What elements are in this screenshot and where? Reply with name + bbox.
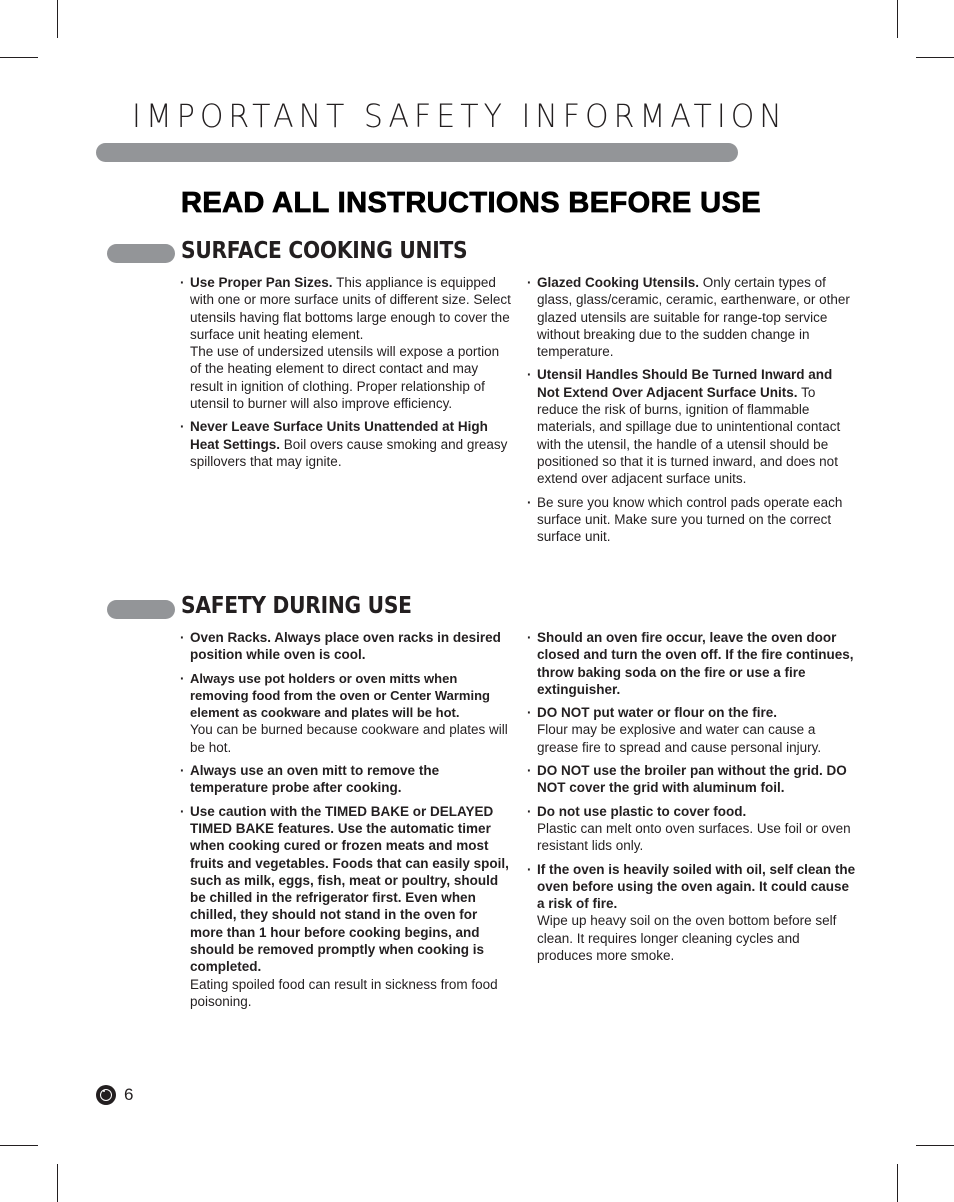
list-item [528,366,858,487]
list-item [181,762,513,797]
crop-mark [0,57,38,58]
crop-mark [0,1145,38,1146]
list-item [528,629,858,698]
list-item [528,704,858,756]
surface-right-column [528,274,858,551]
item-text: Be sure you know which control pads operate each surface unit. Make sure you turned on the correct surface unit. [537,494,843,545]
list-item [181,670,513,756]
list-item [181,803,513,1011]
list-item [181,418,513,470]
item-extra: Eating spoiled food can result in sickness from food poisoning. [190,976,498,1009]
item-text: Only certain types of glass, glass/ceramic, ceramic, earthenware, or other glazed utensils are suitable for range-top service without breaking due to the sudden change in temperature. [537,275,850,360]
item-extra: Plastic can melt onto oven surfaces. Use foil or oven resistant lids only. [537,820,851,854]
safety-right-column [528,629,858,970]
section-pill [107,244,175,263]
item-heading: Oven Racks. Always place oven racks in desired position while oven is cool. [190,630,501,663]
crop-mark [897,1164,898,1202]
list-item [528,803,858,855]
header-bar [96,143,738,162]
item-extra: Wipe up heavy soil on the oven bottom before self clean. It requires longer cleaning cycles and produces more smoke. [537,913,837,964]
crop-mark [897,0,898,38]
list-item [528,494,858,546]
section-title-surface-cooking: SURFACE COOKING UNITS [181,238,468,264]
item-extra: Flour may be explosive and water can cause a grease fire to spread and cause personal injury. [537,722,822,755]
main-heading: READ ALL INSTRUCTIONS BEFORE USE [181,187,761,219]
list-item [181,274,513,412]
item-heading: DO NOT put water or flour on the fire. [537,705,778,721]
section-pill [107,600,175,619]
item-heading: Always use pot holders or oven mitts when removing food from the oven or Center Warming element as cookware and plates will be hot. [190,670,490,721]
surface-left-column [181,274,513,476]
crop-mark [916,1145,954,1146]
list-item [528,861,858,965]
item-text: To reduce the risk of burns, ignition of flammable materials, and spillage due to unintentional contact with the utensil, the handle of a utensil should be positioned so that it is turned inward, and does not extend over adjacent surface units. [537,384,841,487]
item-heading: Should an oven fire occur, leave the oven door closed and turn the oven off. If the fire continues, throw baking soda on the fire or use a fire extinguisher. [537,630,854,697]
list-item [528,274,858,360]
item-heading: Utensil Handles Should Be Turned Inward and Not Extend Over Adjacent Surface Units. [537,367,833,400]
item-heading: Never Leave Surface Units Unattended at High Heat Settings. [190,419,488,452]
item-heading: Always use an oven mitt to remove the temperature probe after cooking. [190,763,440,796]
item-heading: Do not use plastic to cover food. [537,803,747,819]
item-heading: Use Proper Pan Sizes. [190,275,333,290]
safety-left-column [181,629,513,1016]
lg-logo-icon [96,1085,116,1105]
crop-mark [916,57,954,58]
list-item [528,762,858,797]
section-title-safety-during-use: SAFETY DURING USE [181,593,412,619]
page-number: 6 [124,1085,134,1104]
logo-face [100,1089,112,1101]
item-heading: If the oven is heavily soiled with oil, self clean the oven before using the oven again. It could cause a risk of fire. [537,861,856,912]
page-header-title: IMPORTANT SAFETY INFORMATION [132,98,787,136]
item-extra: You can be burned because cookware and plates will be hot. [190,722,508,755]
item-extra: The use of undersized utensils will expose a portion of the heating element to direct contact and may result in ignition of clothing. Proper relationship of utensil to burner will also improve efficiency. [190,344,500,412]
list-item [181,629,513,664]
item-heading: Use caution with the TIMED BAKE or DELAYED TIMED BAKE features. Use the automatic timer when cooking cured or frozen meats and most fruits and vegetables. Foods that can easily spoil, such as milk, eggs, fish, meat or poultry, should be chilled in the refrigerator first. Even when chilled, they should not stand in the oven for more than 1 hour before cooking begins, and should be removed promptly when cooking is completed. [190,803,509,975]
item-text: Boil overs cause smoking and greasy spillovers that may ignite. [190,436,508,469]
logo-dot [103,1090,105,1092]
item-heading: Glazed Cooking Utensils. [537,275,700,290]
item-text: This appliance is equipped with one or more surface units of different size. Select utensils having flat bottoms large enough to cover the surface unit heating element. [190,275,511,342]
item-heading: DO NOT use the broiler pan without the grid. DO NOT cover the grid with aluminum foil. [537,763,847,796]
crop-mark [57,1164,58,1202]
crop-mark [57,0,58,38]
